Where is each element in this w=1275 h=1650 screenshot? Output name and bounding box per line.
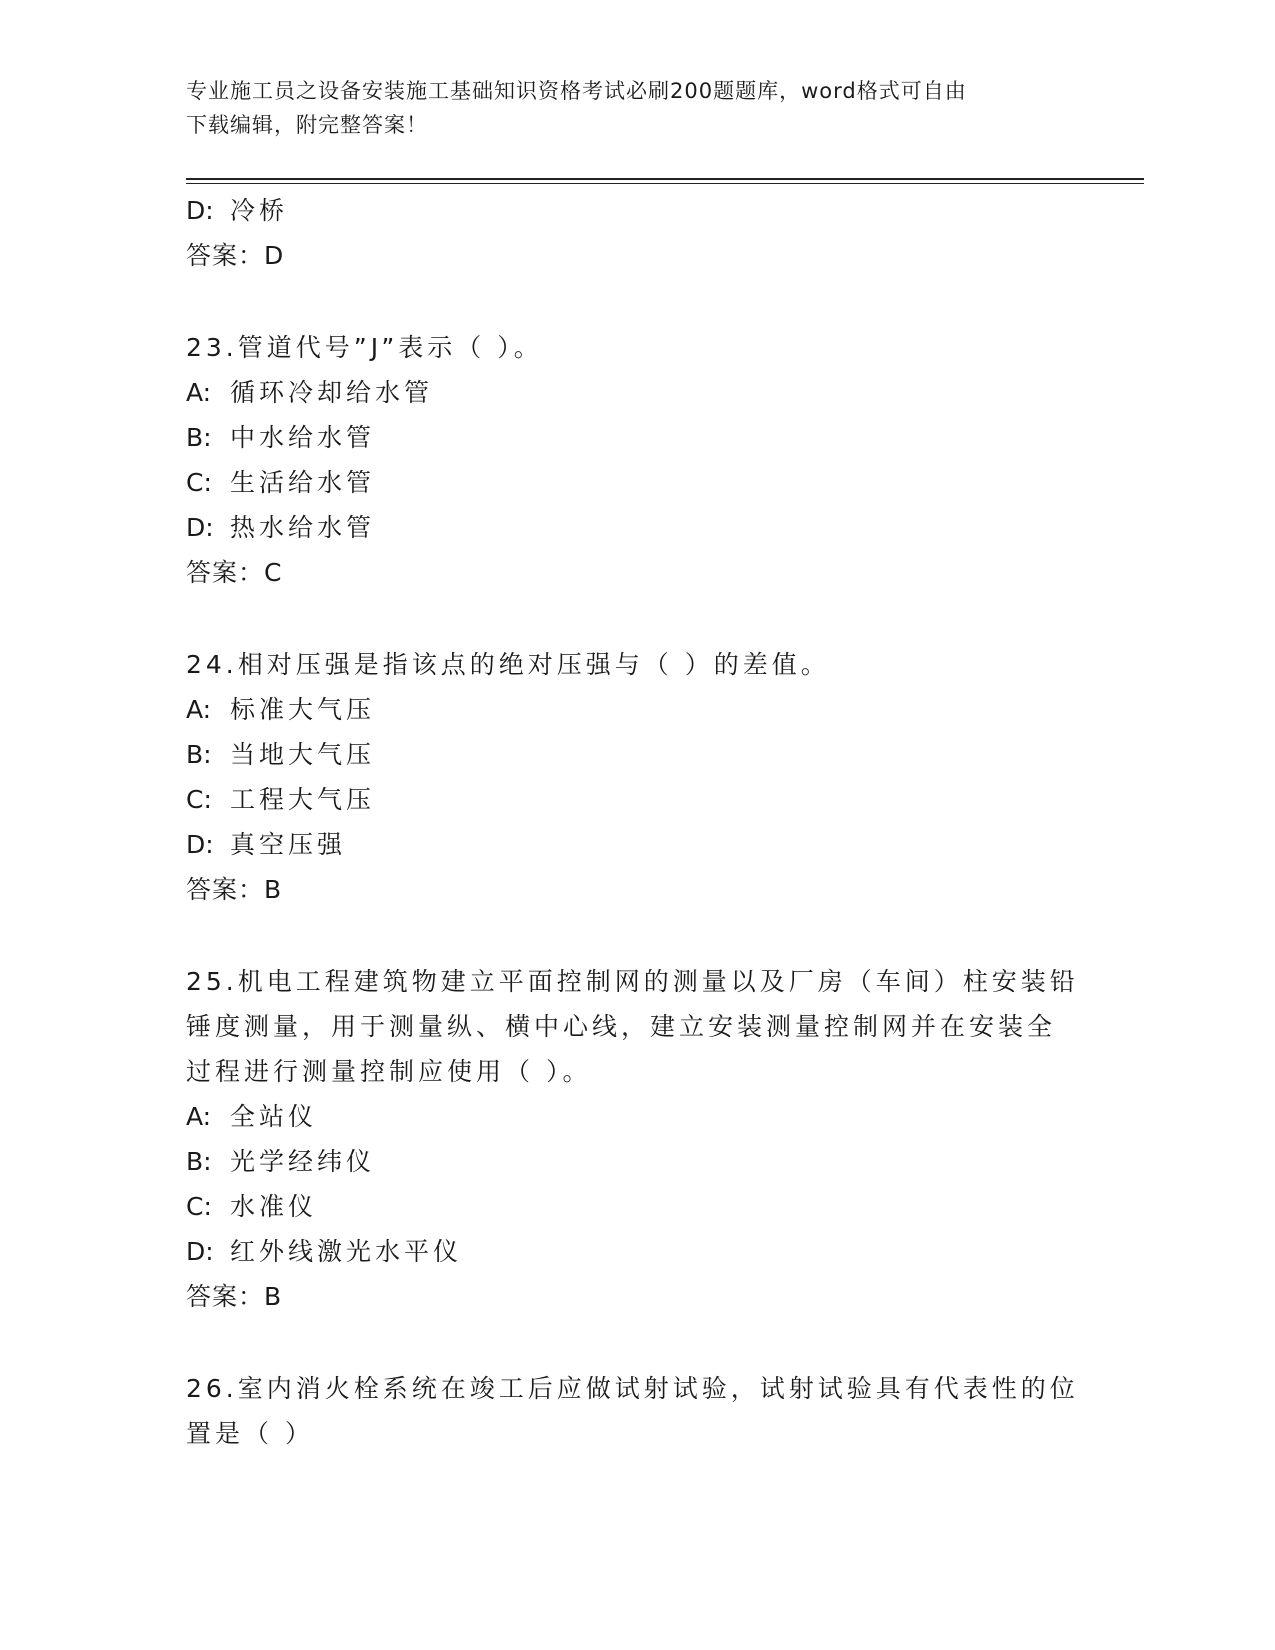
option-b <box>186 732 1086 777</box>
option-text: 光学经纬仪 <box>230 1147 376 1176</box>
answer-label: 答案： <box>186 875 265 904</box>
option-d <box>186 188 1086 233</box>
question-text-line-1: 25.机电工程建筑物建立平面控制网的测量以及厂房（车间）柱安装铅 <box>186 967 1079 996</box>
option-d <box>186 1229 1086 1274</box>
option-text: 标准大气压 <box>230 695 376 724</box>
header-line-2: 下载编辑，附完整答案！ <box>186 113 428 137</box>
answer-label: 答案： <box>186 1282 265 1311</box>
option-key: D: <box>186 1237 214 1266</box>
option-text: 水准仪 <box>230 1192 318 1221</box>
question-text: 24.相对压强是指该点的绝对压强与（ ）的差值。 <box>186 650 830 679</box>
option-text: 全站仪 <box>230 1102 318 1131</box>
answer-line <box>186 233 1086 278</box>
answer-line <box>186 550 1086 595</box>
option-c <box>186 1184 1086 1229</box>
option-text: 工程大气压 <box>230 785 376 814</box>
option-text: 中水给水管 <box>230 423 376 452</box>
option-key: A: <box>186 378 212 407</box>
header-line-1: 专业施工员之设备安装施工基础知识资格考试必刷200题题库，word格式可自由 <box>186 79 967 103</box>
question-24 <box>186 642 1086 912</box>
question-list <box>186 188 1086 1456</box>
option-c <box>186 777 1086 822</box>
question-text-line-1: 26.室内消火栓系统在竣工后应做试射试验，试射试验具有代表性的位 <box>186 1374 1079 1403</box>
answer-line <box>186 1274 1086 1319</box>
answer-line <box>186 867 1086 912</box>
option-key: A: <box>186 1102 212 1131</box>
option-b <box>186 415 1086 460</box>
option-text: 冷桥 <box>230 196 289 225</box>
option-key: B: <box>186 423 212 452</box>
answer-value: C <box>264 558 283 587</box>
answer-value: D <box>264 241 285 270</box>
option-a <box>186 370 1086 415</box>
question-23 <box>186 325 1086 595</box>
question-text-line-3: 过程进行测量控制应使用（ ）。 <box>186 1057 592 1086</box>
question-text-line-2: 锤度测量，用于测量纵、横中心线，建立安装测量控制网并在安装全 <box>186 1012 1057 1041</box>
option-text: 循环冷却给水管 <box>230 378 434 407</box>
previous-question-tail <box>186 188 1086 278</box>
question-26 <box>186 1366 1086 1456</box>
option-b <box>186 1139 1086 1184</box>
question-text: 23.管道代号”J”表示（ ）。 <box>186 333 543 362</box>
answer-label: 答案： <box>186 241 265 270</box>
option-d <box>186 822 1086 867</box>
document-header <box>186 74 1066 142</box>
option-d <box>186 505 1086 550</box>
option-key: D: <box>186 830 214 859</box>
answer-value: B <box>264 1282 283 1311</box>
option-text: 当地大气压 <box>230 740 376 769</box>
option-text: 真空压强 <box>230 830 347 859</box>
option-key: A: <box>186 695 212 724</box>
answer-value: B <box>264 875 283 904</box>
option-key: B: <box>186 740 212 769</box>
option-c <box>186 460 1086 505</box>
option-key: C: <box>186 468 212 497</box>
option-key: B: <box>186 1147 212 1176</box>
answer-label: 答案： <box>186 558 265 587</box>
option-text: 热水给水管 <box>230 513 376 542</box>
option-key: D: <box>186 196 214 225</box>
option-a <box>186 1094 1086 1139</box>
header-divider-thick <box>186 178 1144 180</box>
header-divider-thin <box>186 183 1144 184</box>
option-text: 红外线激光水平仪 <box>230 1237 463 1266</box>
option-key: D: <box>186 513 214 542</box>
option-text: 生活给水管 <box>230 468 376 497</box>
option-a <box>186 687 1086 732</box>
option-key: C: <box>186 785 212 814</box>
question-text-line-2: 置是（ ） <box>186 1419 314 1448</box>
option-key: C: <box>186 1192 212 1221</box>
question-25 <box>186 959 1086 1319</box>
